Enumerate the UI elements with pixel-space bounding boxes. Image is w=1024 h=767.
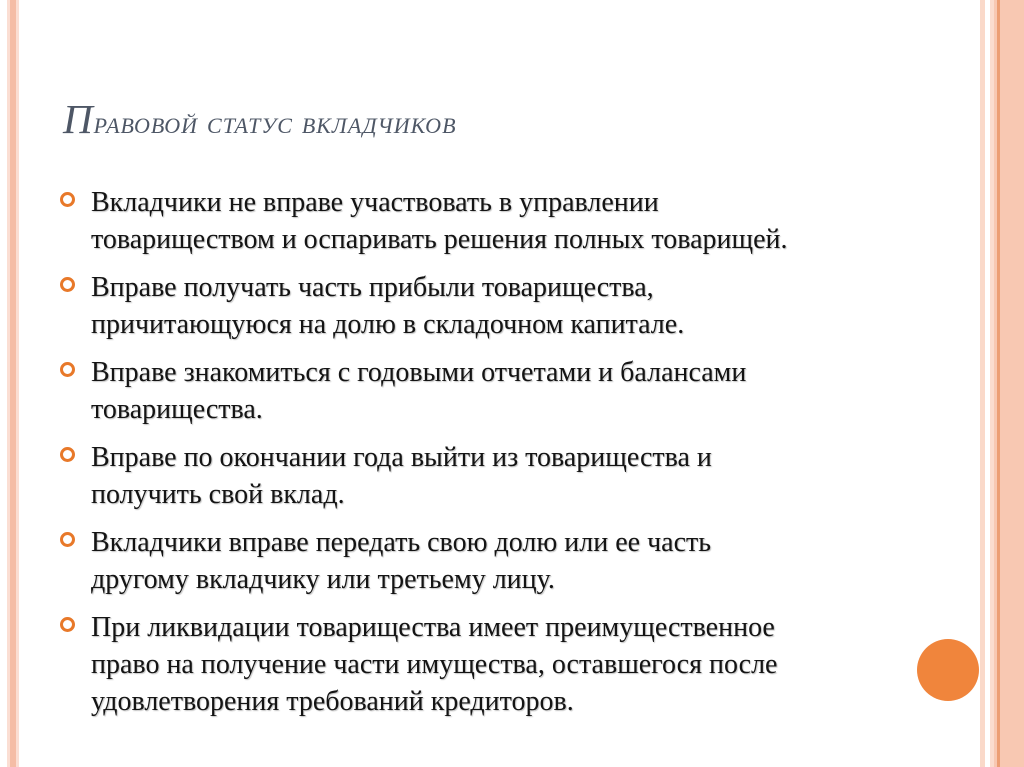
bullet-text-line: удовлетворения требований кредиторов. (91, 686, 574, 717)
left-stripe-decoration (7, 0, 19, 767)
left-stripe-inner-line (10, 0, 16, 767)
list-item (91, 184, 903, 258)
bullet-text-line: Вправе по окончании года выйти из товарищества и (91, 442, 712, 473)
bullet-text-line: При ликвидации товарищества имеет преимущественное (91, 612, 775, 643)
list-item (91, 354, 903, 428)
page-title: Правовой статус вкладчиков (63, 96, 457, 142)
bullet-text-line: получить свой вклад. (91, 479, 345, 510)
ring-bullet-icon (60, 532, 75, 547)
ring-bullet-icon (60, 277, 75, 292)
bullet-text-line: другому вкладчику или третьему лицу. (91, 564, 555, 595)
right-thin-stripe-decoration (980, 0, 985, 767)
list-item (91, 269, 903, 343)
ring-bullet-icon (60, 192, 75, 207)
bullet-text-line: товариществом и оспаривать решения полных товарищей. (91, 224, 788, 255)
accent-circle-icon (917, 639, 979, 701)
right-band-light-edge (990, 0, 994, 767)
right-band-decoration (990, 0, 1024, 767)
bullet-text-line: Вправе знакомиться с годовыми отчетами и балансами (91, 357, 747, 388)
bullet-text-line: товарищества. (91, 394, 263, 425)
ring-bullet-icon (60, 617, 75, 632)
right-band-dark-line (997, 0, 1000, 767)
bullet-text-line: Вкладчики вправе передать свою долю или ее часть (91, 527, 712, 558)
ring-bullet-icon (60, 362, 75, 377)
ring-bullet-icon (60, 447, 75, 462)
bullet-text-line: Вправе получать часть прибыли товарищества, (91, 272, 654, 303)
bullet-text-line: Вкладчики не вправе участвовать в управлении (91, 187, 659, 218)
bullet-list (63, 184, 903, 720)
slide-content (63, 0, 903, 731)
list-item (91, 609, 903, 720)
bullet-text-line: причитающуюся на долю в складочном капитале. (91, 309, 685, 340)
bullet-text-line: право на получение части имущества, оставшегося после (91, 649, 778, 680)
list-item (91, 524, 903, 598)
list-item (91, 439, 903, 513)
